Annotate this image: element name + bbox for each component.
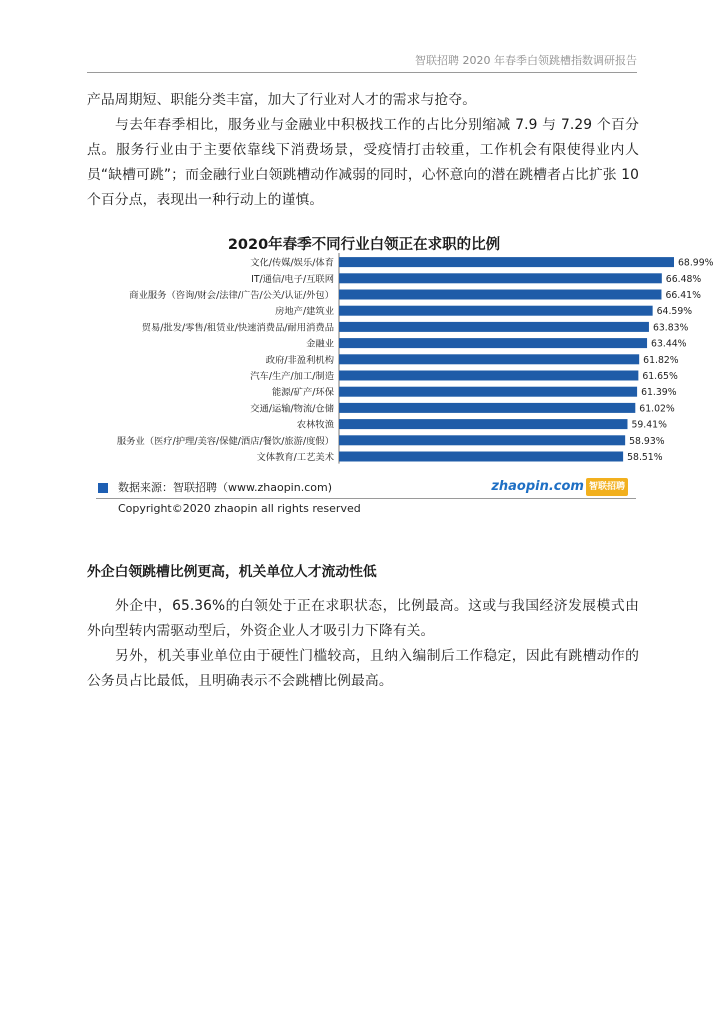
category-label: IT/通信/电子/互联网 [251,273,334,285]
category-label: 文体教育/工艺美术 [256,452,334,463]
section-heading: 外企白领跳槽比例更高，机关单位人才流动性低 [87,564,377,580]
category-label: 农林牧渔 [296,419,334,431]
chart-source-row [96,480,636,499]
category-label: 能源/矿产/环保 [271,387,334,399]
value-label: 58.93% [629,435,665,447]
category-label: 金融业 [306,338,334,350]
bar [339,435,625,445]
value-label: 61.39% [641,387,677,399]
category-label: 商业服务（咨询/财会/法律/广告/公关/认证/外包） [129,290,334,301]
logo-tag: 智联招聘 [586,478,628,496]
bar [339,338,647,348]
chart-source-text: 数据来源：智联招聘（www.zhaopin.com) [118,481,332,494]
paragraph-foreign-enterprise: 外企中，65.36%的白领处于正在求职状态，比例最高。这或与我国经济发展模式由外向型转内需驱动型后，外资企业人才吸引力下降有关。 [87,598,639,639]
bar [339,306,653,316]
zhaopin-logo [491,478,628,496]
copyright-text: Copyright©2020 zhaopin all rights reserved [118,502,361,515]
value-label: 63.83% [652,322,689,334]
category-label: 服务业（医疗/护理/美容/保健/酒店/餐饮/旅游/度假） [116,435,334,447]
value-label: 64.59% [656,306,693,318]
bar [339,322,649,332]
value-label: 59.41% [631,419,667,431]
category-label: 文化/传媒/娱乐/体育 [250,257,334,269]
paragraph-intro-tail: 产品周期短、职能分类丰富，加大了行业对人才的需求与抢夺。 [87,92,477,108]
source-square-icon [98,483,108,493]
value-label: 66.48% [665,273,702,285]
bar [339,257,674,267]
bar [339,419,627,429]
category-label: 政府/非盈利机构 [265,354,334,366]
bar [339,354,639,364]
bar [339,371,638,381]
category-label: 贸易/批发/零售/租赁业/快速消费品/耐用消费品 [141,322,334,334]
bar [339,387,637,397]
value-label: 61.02% [639,403,675,415]
industry-bar-chart-svg [88,230,714,470]
value-label: 58.51% [627,452,663,463]
page-header [87,52,637,73]
paragraph-government-units: 另外，机关事业单位由于硬性门槛较高，且纳入编制后工作稳定，因此有跳槽动作的公务员占比最低，且明确表示不会跳槽比例最高。 [87,648,639,689]
bar [339,452,623,462]
bar [339,403,635,413]
logo-text: zhaopin.com [491,479,584,494]
bar [339,290,661,300]
category-label: 交通/运输/物流/仓储 [250,403,334,415]
industry-chart [88,230,714,495]
chart-title: 2020年春季不同行业白领正在求职的比例 [227,237,501,253]
value-label: 68.99% [678,257,714,269]
value-label: 61.82% [643,354,679,366]
report-title: 智联招聘 2020 年春季白领跳槽指数调研报告 [415,54,637,67]
category-label: 汽车/生产/加工/制造 [250,371,334,382]
value-label: 61.65% [642,371,678,382]
value-label: 63.44% [651,338,687,350]
value-label: 66.41% [665,290,701,301]
bar [339,273,662,283]
category-label: 房地产/建筑业 [275,306,334,318]
paragraph-service-finance: 与去年春季相比，服务业与金融业中积极找工作的占比分别缩减 7.9 与 7.29 个百分点。服务行业由于主要依靠线下消费场景，受疫情打击较重，工作机会有限使得业内人员“缺槽可跳”；而金融行业白领跳槽动作减弱的同时，心怀意向的潜在跳槽者占比扩张 10 个百分点，表现出一种行动上的谨慎。 [87,117,639,208]
